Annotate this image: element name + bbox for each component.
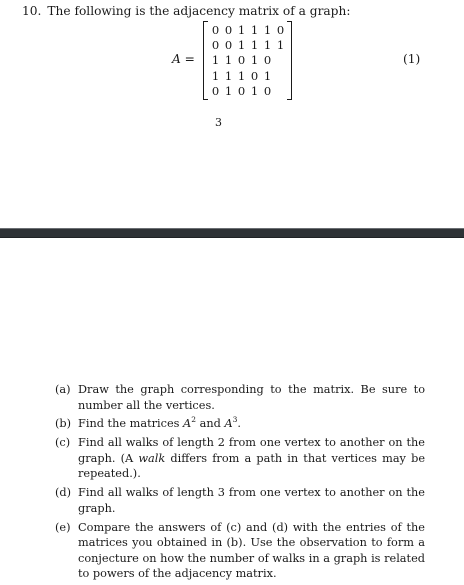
part-text: Compare the answers of (c) and (d) with the entries of the matrices you obtained in (b). Use the observation to form a conjecture on how the number of walks in a graph is related to powers of the adjacency matrix. [78, 520, 425, 581]
problem-text: The following is the adjacency matrix of a graph: [47, 4, 351, 18]
part-label: (c) [55, 436, 71, 450]
part-c [55, 435, 425, 482]
left-bracket [203, 21, 208, 100]
page-divider [0, 228, 464, 238]
matrix-entry: 1 [224, 68, 233, 83]
matrix-entry: 0 [263, 84, 272, 99]
matrix-entry: 1 [263, 68, 272, 83]
matrix-entry: 0 [211, 38, 220, 53]
part-label: (a) [55, 383, 71, 396]
matrix-entry [274, 68, 287, 83]
matrix-entry: 0 [237, 53, 246, 68]
part-text: Find the matrices $A^2$ and $A^3$. [78, 415, 241, 431]
problem-number: 10. [22, 4, 42, 18]
part-a [55, 382, 425, 413]
matrix-entry [274, 53, 287, 68]
matrix-entry: 1 [237, 68, 246, 83]
matrix-entry: 0 [237, 84, 246, 99]
part-label: (b) [55, 417, 72, 431]
matrix-entry: 0 [211, 22, 220, 37]
matrix-entry: 0 [224, 38, 233, 53]
matrix-grid [209, 22, 287, 99]
part-e [55, 520, 425, 582]
matrix-lhs: A = [172, 52, 195, 66]
parts-list [55, 382, 425, 585]
matrix-entry: 0 [276, 22, 285, 37]
part-text: Draw the graph corresponding to the matrix. Be sure to number all the vertices. [78, 383, 425, 412]
matrix-entry: 1 [211, 53, 220, 68]
matrix-entry [274, 84, 287, 99]
matrix-entry: 1 [237, 38, 246, 53]
matrix-entry: 1 [237, 22, 246, 37]
part-text: Find all walks of length 2 from one vertex to another on the graph. (A walk differs from a path in that vertices may be repeated.). [78, 436, 426, 481]
matrix-entry: 1 [211, 68, 220, 83]
part-label: (e) [55, 520, 71, 534]
adjacency-matrix [203, 21, 292, 100]
right-bracket [287, 21, 292, 100]
part-label: (d) [55, 486, 72, 500]
matrix-entry: 1 [224, 84, 233, 99]
problem-statement [22, 4, 350, 18]
matrix-entry: 1 [263, 38, 272, 53]
matrix-entry: 1 [250, 53, 259, 68]
part-b [55, 416, 425, 432]
matrix-entry: 1 [250, 22, 259, 37]
page-number: 3 [215, 116, 222, 129]
matrix-entry: 1 [224, 53, 233, 68]
equation-number: (1) [403, 52, 421, 66]
page-top [0, 0, 464, 228]
part-text: Find all walks of length 3 from one vertex to another on the graph. [78, 486, 425, 515]
matrix-entry: 0 [224, 22, 233, 37]
matrix-entry: 1 [276, 38, 285, 53]
matrix-entry: 1 [250, 84, 259, 99]
matrix-entry: 0 [211, 84, 220, 99]
matrix-entry: 0 [250, 68, 259, 83]
matrix-entry: 0 [263, 53, 272, 68]
part-d [55, 485, 425, 516]
matrix-entry: 1 [263, 22, 272, 37]
matrix-entry: 1 [250, 38, 259, 53]
